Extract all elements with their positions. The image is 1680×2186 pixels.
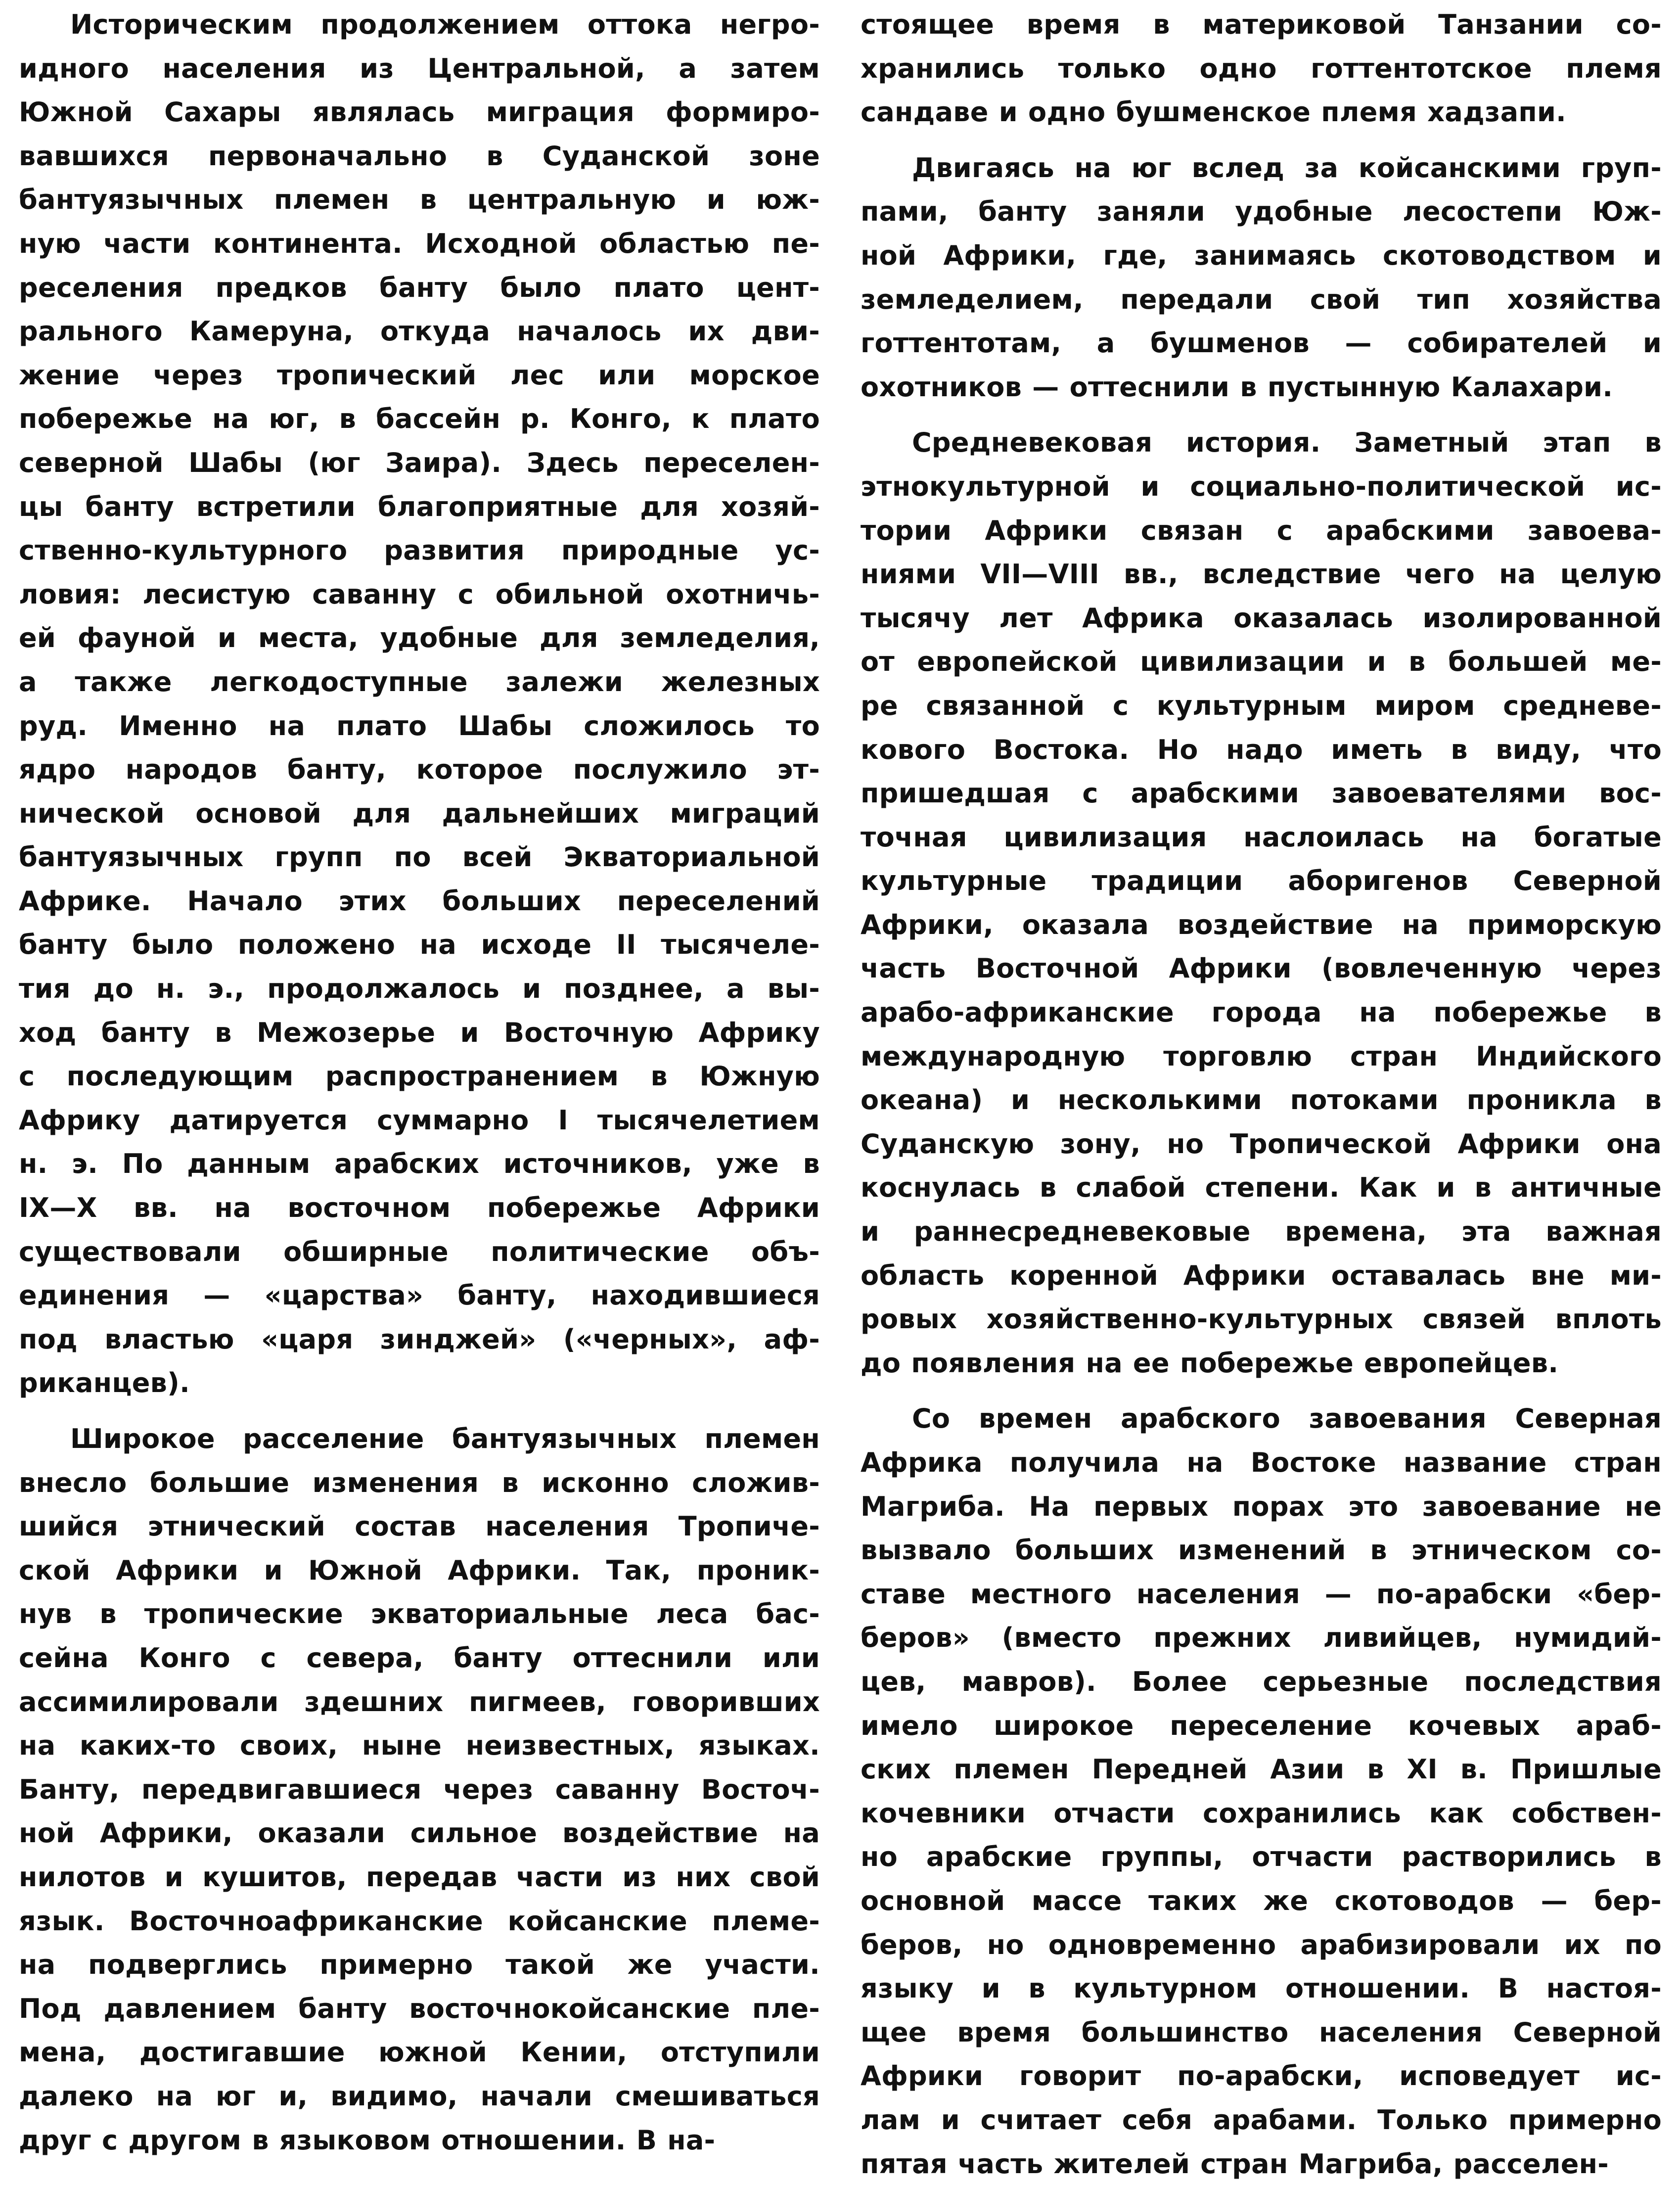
right-column xyxy=(861,3,1662,2186)
text-line: тия до н. э., продолжалось и позднее, а вы- xyxy=(19,967,820,1011)
text-line: коснулась в слабой степени. Как и в античные xyxy=(861,1166,1662,1210)
text-line: руд. Именно на плато Шабы сложилось то xyxy=(19,704,820,748)
text-line: далеко на юг и, видимо, начали смешиваться xyxy=(19,2075,820,2119)
left-column xyxy=(19,3,820,2162)
paragraph-p6 xyxy=(861,1397,1662,2186)
text-line: этнокультурной и социально-политической ис- xyxy=(861,465,1662,509)
text-line: земледелием, передали свой тип хозяйства xyxy=(861,278,1662,322)
text-line: лам и считает себя арабами. Только примерно xyxy=(861,2098,1662,2142)
text-line: Суданскую зону, но Тропической Африки она xyxy=(861,1122,1662,1166)
text-line: мена, достигавшие южной Кении, отступили xyxy=(19,2031,820,2075)
text-line: охотников — оттеснили в пустынную Калахари. xyxy=(861,366,1662,410)
text-line: ядро народов банту, которое послужило эт- xyxy=(19,748,820,792)
text-line: имело широкое переселение кочевых араб- xyxy=(861,1704,1662,1748)
text-line: точная цивилизация наслоилась на богатые xyxy=(861,816,1662,860)
text-line: Африка получила на Востоке название стран xyxy=(861,1441,1662,1485)
text-line: рального Камеруна, откуда началось их дви- xyxy=(19,310,820,354)
text-line: сандаве и одно бушменское племя хадзапи. xyxy=(861,91,1662,135)
text-line: на подверглись примерно такой же участи. xyxy=(19,1943,820,1987)
text-line: тысячу лет Африка оказалась изолированной xyxy=(861,597,1662,641)
text-line: основной массе таких же скотоводов — бер- xyxy=(861,1879,1662,1923)
text-line xyxy=(861,421,1662,465)
text-line: Африки, оказала воздействие на приморскую xyxy=(861,903,1662,947)
text-run: Заметный этап в xyxy=(1320,427,1662,458)
text-line: тории Африки связан с арабскими завоева- xyxy=(861,509,1662,553)
text-line: Африку датируется суммарно I тысячелетием xyxy=(19,1099,820,1143)
text-line: часть Восточной Африки (вовлеченную через xyxy=(861,947,1662,991)
text-line: до появления на ее побережье европейцев. xyxy=(861,1342,1662,1386)
text-line: международную торговлю стран Индийского xyxy=(861,1035,1662,1079)
text-line: Под давлением банту восточнокойсанские пле- xyxy=(19,1987,820,2031)
text-line: Банту, передвигавшиеся через саванну Восточ- xyxy=(19,1768,820,1812)
text-line: стоящее время в материковой Танзании со- xyxy=(861,3,1662,47)
text-line: реселения предков банту было плато цент- xyxy=(19,266,820,310)
text-line: Южной Сахары являлась миграция формиро- xyxy=(19,91,820,135)
text-line: с последующим распространением в Южную xyxy=(19,1055,820,1099)
text-line: ную части континента. Исходной областью пе- xyxy=(19,222,820,266)
text-line: хранились только одно готтентотское племя xyxy=(861,47,1662,91)
text-line: Магриба. На первых порах это завоевание не xyxy=(861,1485,1662,1529)
text-line: жение через тропический лес или морское xyxy=(19,354,820,398)
paragraph-p4 xyxy=(861,146,1662,410)
text-line: нилотов и кушитов, передав части из них свой xyxy=(19,1856,820,1900)
text-line: вавшихся первоначально в Суданской зоне xyxy=(19,135,820,179)
text-line: ей фауной и места, удобные для земледелия, xyxy=(19,616,820,660)
text-line: на каких-то своих, ныне неизвестных, языках. xyxy=(19,1724,820,1768)
text-line: ре связанной с культурным миром средневе- xyxy=(861,684,1662,728)
text-line: идного населения из Центральной, а затем xyxy=(19,47,820,91)
text-line: банту было положено на исходе II тысячеле- xyxy=(19,923,820,967)
text-line: цев, мавров). Более серьезные последствия xyxy=(861,1660,1662,1704)
text-line: цы банту встретили благоприятные для хозяй- xyxy=(19,485,820,529)
text-line: пятая часть жителей стран Магриба, расселен- xyxy=(861,2142,1662,2186)
text-line: IX—X вв. на восточном побережье Африки xyxy=(19,1186,820,1230)
text-line: н. э. По данным арабских источников, уже в xyxy=(19,1142,820,1186)
text-line: ной Африки, где, занимаясь скотоводством и xyxy=(861,234,1662,278)
text-line: ной Африки, оказали сильное воздействие на xyxy=(19,1812,820,1856)
text-line: друг с другом в языковом отношении. В на- xyxy=(19,2119,820,2163)
text-line: область коренной Африки оставалась вне ми- xyxy=(861,1254,1662,1298)
paragraph-p5 xyxy=(861,421,1662,1385)
text-line: нув в тропические экваториальные леса бас- xyxy=(19,1592,820,1636)
text-line: Двигаясь на юг вслед за койсанскими груп- xyxy=(861,146,1662,190)
text-line: бантуязычных племен в центральную и юж- xyxy=(19,178,820,222)
text-line: риканцев). xyxy=(19,1361,820,1405)
text-line: культурные традиции аборигенов Северной xyxy=(861,859,1662,903)
text-line: Широкое расселение бантуязычных племен xyxy=(19,1417,820,1461)
text-line: Африки говорит по-арабски, исповедует ис- xyxy=(861,2054,1662,2098)
text-line: кочевники отчасти сохранились как собствен- xyxy=(861,1792,1662,1836)
paragraph-p2 xyxy=(19,1417,820,2162)
text-line: вызвало больших изменений в этническом со- xyxy=(861,1529,1662,1573)
text-line: единения — «царства» банту, находившиеся xyxy=(19,1274,820,1318)
text-line: пришедшая с арабскими завоевателями вос- xyxy=(861,772,1662,816)
text-line: и раннесредневековые времена, эта важная xyxy=(861,1210,1662,1254)
text-line: от европейской цивилизации и в большей ме- xyxy=(861,640,1662,684)
text-line: Со времен арабского завоевания Северная xyxy=(861,1397,1662,1441)
text-line: побережье на юг, в бассейн р. Конго, к плато xyxy=(19,397,820,441)
text-line: ставе местного населения — по-арабски «бер- xyxy=(861,1573,1662,1617)
text-line: под властью «царя зинджей» («черных», аф- xyxy=(19,1318,820,1362)
text-line: ровых хозяйственно-культурных связей вплоть xyxy=(861,1298,1662,1342)
text-line: сейна Конго с севера, банту оттеснили или xyxy=(19,1636,820,1680)
text-line: ход банту в Межозерье и Восточную Африку xyxy=(19,1011,820,1055)
text-line: существовали обширные политические объ- xyxy=(19,1230,820,1274)
text-line: беров, но одновременно арабизировали их по xyxy=(861,1923,1662,1967)
text-line: нической основой для дальнейших миграций xyxy=(19,792,820,836)
text-line: ассимилировали здешних пигмеев, говоривших xyxy=(19,1680,820,1724)
text-line: языку и в культурном отношении. В настоя- xyxy=(861,1967,1662,2011)
text-line: язык. Восточноафриканские койсанские племе- xyxy=(19,1900,820,1944)
text-line: арабо-африканские города на побережье в xyxy=(861,991,1662,1035)
paragraph-p1 xyxy=(19,3,820,1405)
text-line: но арабские группы, отчасти растворились в xyxy=(861,1835,1662,1879)
text-line: щее время большинство населения Северной xyxy=(861,2011,1662,2055)
paragraph-p3 xyxy=(861,3,1662,135)
text-line: беров» (вместо прежних ливийцев, нумидий- xyxy=(861,1616,1662,1660)
text-line: северной Шабы (юг Заира). Здесь переселен- xyxy=(19,441,820,485)
text-line: ственно-культурного развития природные ус- xyxy=(19,529,820,573)
text-line: ниями VII—VIII вв., вследствие чего на целую xyxy=(861,553,1662,597)
text-line: океана) и несколькими потоками проникла в xyxy=(861,1078,1662,1122)
text-line: готтентотам, а бушменов — собирателей и xyxy=(861,322,1662,366)
text-line: ской Африки и Южной Африки. Так, проник- xyxy=(19,1549,820,1593)
text-line: ских племен Передней Азии в XI в. Пришлые xyxy=(861,1748,1662,1792)
text-line: Историческим продолжением оттока негро- xyxy=(19,3,820,47)
text-line: а также легкодоступные залежи железных xyxy=(19,660,820,704)
text-line: кового Востока. Но надо иметь в виду, что xyxy=(861,728,1662,772)
text-line: внесло большие изменения в исконно сложив- xyxy=(19,1461,820,1505)
text-line: пами, банту заняли удобные лесостепи Юж- xyxy=(861,190,1662,234)
section-heading: Средневековая история. xyxy=(912,427,1320,458)
text-line: ловия: лесистую саванну с обильной охотничь- xyxy=(19,573,820,617)
text-line: бантуязычных групп по всей Экваториальной xyxy=(19,836,820,880)
text-line: Африке. Начало этих больших переселений xyxy=(19,880,820,924)
text-line: шийся этнический состав населения Тропиче- xyxy=(19,1505,820,1549)
